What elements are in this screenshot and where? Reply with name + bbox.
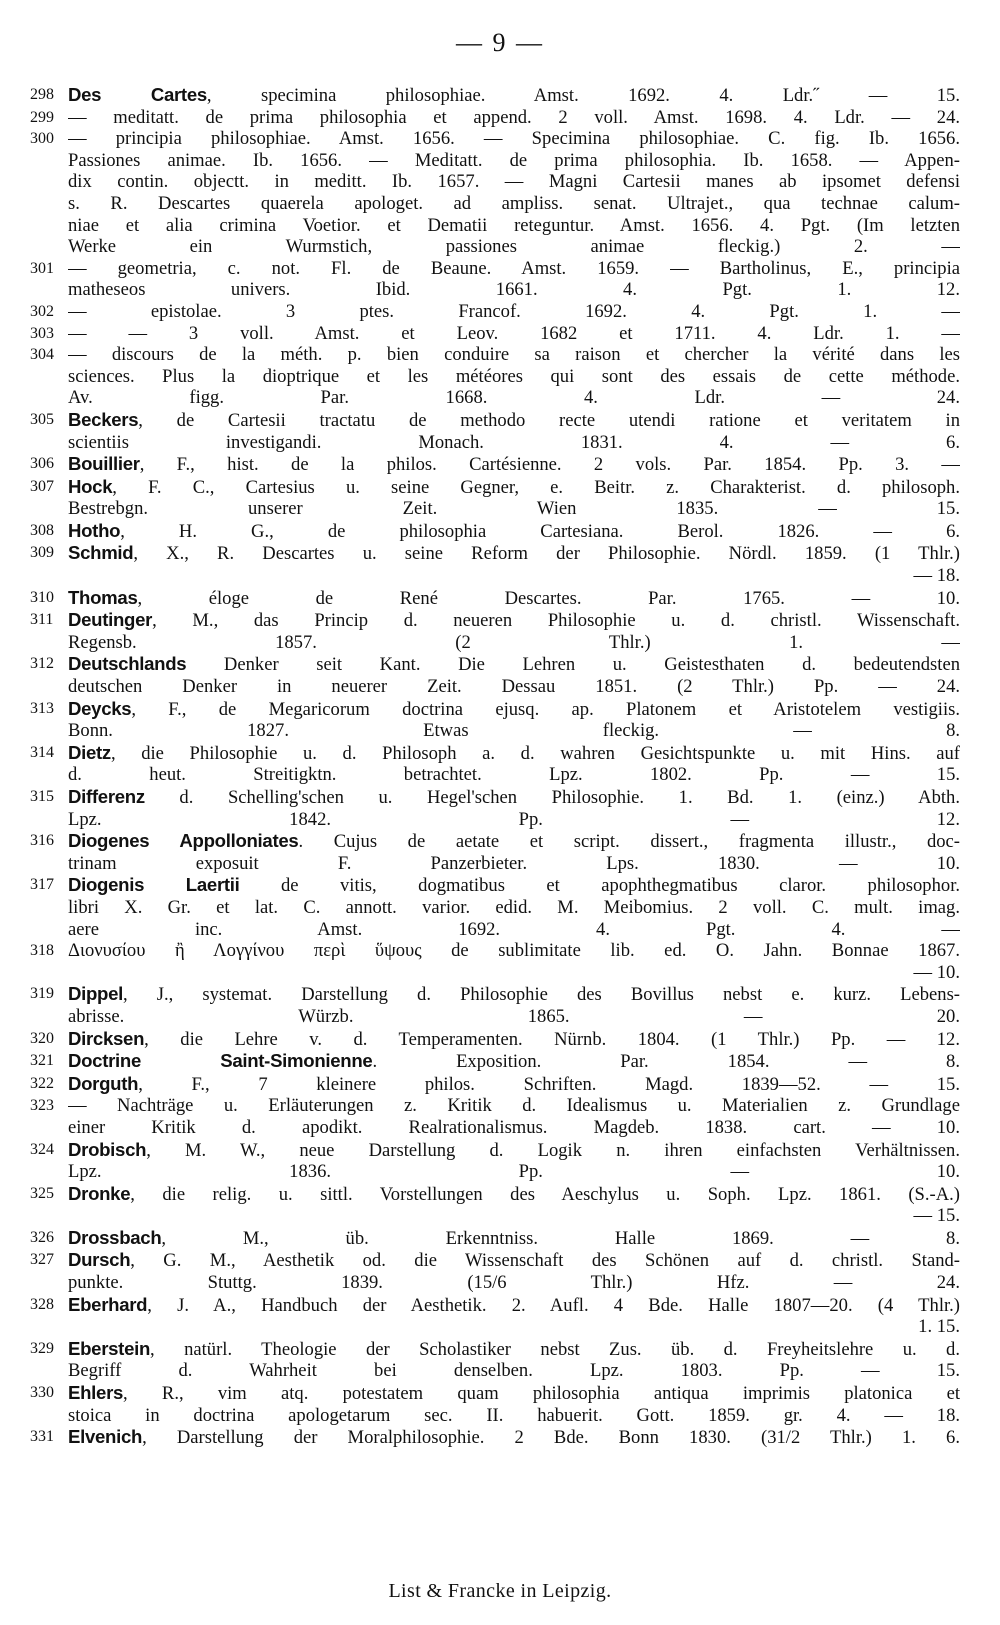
catalog-entry (30, 409, 960, 453)
entry-author: Hotho (68, 519, 121, 541)
entry-price: — 8. (793, 720, 960, 742)
entry-text: — principia philosophiae. Amst. 1656. — Specimina philosophiae. C. fig. Ib. 1656. (68, 128, 960, 150)
entry-price: — 6. (830, 431, 960, 453)
entry-text: , die relig. u. sittl. Vorstellungen des Aeschylus u. Soph. Lpz. 1861. (S.-A.) (130, 1183, 960, 1205)
entry-line (68, 1095, 960, 1117)
entry-number: 315 (30, 788, 54, 805)
catalog-entry (30, 107, 960, 129)
entry-line (68, 453, 960, 476)
entry-line (68, 1028, 960, 1051)
entry-text: , die Lehre v. d. Temperamenten. Nürnb. 1804. (1 Thlr.) Pp. (144, 1028, 856, 1050)
entry-line (68, 520, 960, 543)
entry-line (68, 1294, 960, 1317)
entry-line (68, 1338, 960, 1361)
entry-text: trinam exposuit F. Panzerbieter. Lps. 1830. (68, 852, 760, 874)
entry-author: Diogenis Laertii (68, 874, 240, 896)
entry-number: 307 (30, 477, 54, 495)
entry-text: , de Cartesii tractatu de methodo recte utendi ratione et veritatem in (138, 409, 960, 431)
entry-line (68, 1139, 960, 1162)
entry-price: — 8. (850, 1227, 960, 1249)
entry-number: 310 (30, 588, 54, 606)
entry-author: Eberhard (68, 1293, 148, 1315)
entry-price: 2. — (853, 236, 960, 258)
entry-number: 316 (30, 832, 54, 850)
entry-line (68, 609, 960, 632)
catalog-entry (30, 542, 960, 586)
entry-number: 330 (30, 1384, 54, 1402)
entry-text: — meditatt. de prima philosophia et append. 2 voll. Amst. 1698. 4. Ldr. (68, 106, 865, 128)
entry-line (68, 720, 960, 742)
entry-line (68, 1050, 960, 1073)
catalog-entry (30, 1028, 960, 1051)
entry-author: Des Cartes (68, 84, 207, 105)
entry-line (68, 897, 960, 919)
entry-text: , specimina philosophiae. Amst. 1692. 4. Ldr.˝ (206, 85, 820, 106)
entry-author: Deutinger (68, 609, 153, 631)
entry-text: . Cujus de aetate et script. dissert., fragmenta illustr., doc- (298, 831, 960, 853)
entry-price: 1. 15. (918, 1316, 960, 1338)
entry-number: 306 (30, 455, 54, 473)
entry-price: — 15. (913, 1205, 960, 1227)
entry-author: Dippel (68, 983, 124, 1005)
entry-author: Ehlers (68, 1382, 124, 1404)
entry-text: , X., R. Descartes u. seine Reform der Philosophie. Nördl. 1859. (1 Thlr.) (133, 543, 960, 565)
entry-text: deutschen Denker in neuerer Zeit. Dessau 1851. (2 Thlr.) Pp. (68, 676, 839, 698)
entry-line (68, 128, 960, 150)
entry-line (68, 632, 960, 654)
entry-text: niae et alia crimina Voetior. et Dematii reteguntur. Amst. 1656. 4. Pgt. (Im letzten (68, 214, 960, 236)
entry-number: 298 (30, 86, 54, 103)
entry-number: 308 (30, 521, 54, 539)
entry-text: stoica in doctrina apologetarum sec. II. habuerit. Gott. 1859. gr. 4. (68, 1404, 851, 1426)
entry-text: . Exposition. Par. 1854. (372, 1051, 770, 1073)
entry-text: — discours de la méth. p. bien conduire sa raison et chercher la vérité dans les (68, 344, 960, 366)
entry-line (68, 676, 960, 698)
entry-text: , M., das Princip d. neueren Philosophie u. d. christl. Wissenschaft. (152, 610, 960, 632)
entry-author: Deycks (68, 697, 132, 719)
entry-line (68, 809, 960, 831)
entry-text: Av. figg. Par. 1668. 4. Ldr. (68, 387, 725, 409)
catalog-entry (30, 520, 960, 543)
entry-price: — 24. (891, 106, 960, 128)
entry-price: 4. — (831, 918, 960, 940)
entry-price: 3. — (895, 454, 960, 476)
catalog-entry (30, 1294, 960, 1338)
entry-price: 1. — (885, 322, 960, 344)
entry-text: punkte. Stuttg. 1839. (15/6 Thlr.) Hfz. (68, 1272, 750, 1294)
entry-line (68, 919, 960, 941)
entry-number: 331 (30, 1428, 54, 1446)
entry-price: — 10. (851, 587, 960, 609)
catalog-entry (30, 653, 960, 697)
entry-number: 326 (30, 1228, 54, 1246)
entry-text: Begriff d. Wahrheit bei denselben. Lpz. 1803. Pp. (68, 1360, 804, 1382)
entry-price: — 10. (730, 1161, 960, 1183)
entry-line (68, 565, 960, 587)
entry-number: 328 (30, 1295, 54, 1313)
catalog-entry (30, 983, 960, 1027)
entry-text: — Nachträge u. Erläuterungen z. Kritik d. Idealismus u. Materialien z. Grundlage (68, 1095, 960, 1117)
entry-author: Dronke (68, 1182, 131, 1204)
entry-line (68, 698, 960, 721)
entry-line (68, 107, 960, 129)
entry-line (68, 1405, 960, 1427)
catalog-entry (30, 128, 960, 258)
entry-line (68, 84, 960, 107)
entry-line (68, 587, 960, 610)
entry-text: matheseos univers. Ibid. 1661. 4. Pgt. (68, 279, 752, 301)
entry-text: — — 3 voll. Amst. et Leov. 1682 et 1711. 4. Ldr. (68, 322, 844, 344)
entry-text: s. R. Descartes quaerela apologet. ad ampliss. senat. Ultrajet., qua technae calum- (68, 192, 960, 214)
entry-number: 313 (30, 699, 54, 717)
entry-text: dix contin. objectt. in meditt. Ib. 1657. — Magni Cartesii manes ab ipsomet defensi (68, 171, 960, 193)
catalog-entry (30, 301, 960, 323)
entry-text: Lpz. 1836. Pp. (68, 1161, 543, 1183)
entry-text: , H. G., de philosophia Cartesiana. Berol. 1826. (120, 520, 820, 542)
entry-author: Elvenich (68, 1426, 143, 1448)
entry-text: Bestrebgn. unserer Zeit. Wien 1835. (68, 498, 719, 520)
entry-number: 324 (30, 1140, 54, 1158)
entry-text: Werke ein Wurmstich, passiones animae fleckig.) (68, 236, 781, 258)
entry-line (68, 1272, 960, 1294)
entry-line (68, 653, 960, 676)
entry-price: — 10. (872, 1116, 960, 1138)
catalog-entry (30, 1338, 960, 1382)
entry-price: — 12. (730, 808, 960, 830)
catalog-entry (30, 874, 960, 940)
entry-text: , M. W., neue Darstellung d. Logik n. ihren einfachsten Verhältnissen. (146, 1139, 960, 1161)
entry-text: , F. C., Cartesius u. seine Gegner, e. Beitr. z. Charakterist. d. philosoph. (112, 476, 960, 498)
entry-price: — 15. (868, 85, 960, 106)
entry-author: Differenz (68, 786, 145, 807)
entry-text: , G. M., Aesthetik od. die Wissenschaft des Schönen auf d. christl. Stand- (130, 1250, 960, 1272)
entry-price: — 24. (878, 676, 960, 698)
catalog-entry (30, 1095, 960, 1138)
catalog-entry (30, 1382, 960, 1426)
entry-line (68, 279, 960, 301)
entry-text: scientiis investigandi. Monach. 1831. 4. (68, 431, 734, 453)
catalog-entry (30, 476, 960, 520)
entry-number: 305 (30, 410, 54, 428)
entry-line (68, 1382, 960, 1405)
entry-author: Bouillier (68, 453, 140, 475)
entry-price: — 10. (913, 961, 960, 983)
entry-text: d. heut. Streitigktn. betrachtet. Lpz. 1802. Pp. (68, 764, 784, 786)
entry-text: , R., vim atq. potestatem quam philosophia antiqua imprimis platonica et (123, 1383, 960, 1405)
entry-text: Passiones animae. Ib. 1656. — Meditatt. de prima philosophia. Ib. 1658. — Appen- (68, 149, 960, 171)
entry-line (68, 476, 960, 499)
entry-text: , J. A., Handbuch der Aesthetik. 2. Aufl. 4 Bde. Halle 1807—20. (4 Thlr.) (147, 1294, 960, 1316)
entry-author: Dursch (68, 1249, 131, 1271)
entry-number: 299 (30, 108, 54, 126)
entry-price: — 8. (848, 1051, 960, 1073)
entry-line (68, 983, 960, 1006)
entry-text: , F., 7 kleinere philos. Schriften. Magd. 1839—52. (138, 1073, 821, 1095)
entry-line (68, 940, 960, 962)
entry-line (68, 323, 960, 345)
entry-text: , F., hist. de la philos. Cartésienne. 2 vols. Par. 1854. Pp. (139, 454, 863, 476)
publisher-footer: List & Francke in Leipzig. (388, 1580, 612, 1602)
catalog-entry (30, 609, 960, 653)
entry-number: 301 (30, 259, 54, 277)
entry-line (68, 853, 960, 875)
entry-line (68, 742, 960, 765)
entry-text: Διονυσίου ἢ Λογγίνου περὶ ὕψους de sublimitate lib. ed. O. Jahn. Bonnae 1867. (68, 940, 960, 962)
entry-text: , natürl. Theologie der Scholastiker nebst Zus. üb. d. Freyheitslehre u. d. (150, 1338, 960, 1360)
catalog-entry (30, 1249, 960, 1293)
entry-line (68, 1205, 960, 1227)
entry-line (68, 1426, 960, 1449)
entry-line (68, 830, 960, 853)
catalog-entry (30, 453, 960, 476)
entry-number: 311 (30, 611, 54, 629)
catalog-list (30, 84, 960, 1449)
entry-number: 325 (30, 1184, 54, 1202)
entry-number: 304 (30, 346, 54, 364)
entry-price: — 15. (850, 764, 960, 786)
entry-text: , éloge de René Descartes. Par. 1765. (137, 587, 785, 609)
entry-text: — geometria, c. not. Fl. de Beaune. Amst. 1659. — Bartholinus, E., principia (68, 257, 960, 279)
entry-number: 329 (30, 1339, 54, 1357)
entry-line (68, 258, 960, 280)
entry-author: Hock (68, 475, 113, 497)
entry-author: Schmid (68, 542, 134, 564)
entry-number: 317 (30, 876, 54, 894)
entry-text: aere inc. Amst. 1692. 4. Pgt. (68, 918, 736, 940)
entry-line (68, 1183, 960, 1206)
catalog-entry (30, 786, 960, 830)
catalog-entry (30, 1426, 960, 1449)
entry-line (68, 1360, 960, 1382)
catalog-entry (30, 1139, 960, 1183)
entry-line (68, 1227, 960, 1250)
catalog-entry (30, 587, 960, 610)
entry-author: Drobisch (68, 1138, 147, 1160)
entry-author: Beckers (68, 408, 139, 430)
entry-text: Lpz. 1842. Pp. (68, 808, 543, 830)
entry-price: — 24. (821, 387, 960, 409)
entry-text: de vitis, dogmatibus et apophthegmatibus claror. philosophor. (239, 875, 960, 897)
entry-line (68, 171, 960, 193)
entry-price: — 15. (861, 1360, 960, 1382)
entry-line (68, 1316, 960, 1338)
entry-number: 327 (30, 1251, 54, 1269)
entry-line (68, 1249, 960, 1272)
entry-text: , Darstellung der Moralphilosophie. 2 Bde. Bonn 1830. (31/2 Thlr.) (142, 1427, 872, 1449)
entry-number: 322 (30, 1074, 54, 1092)
entry-author: Drossbach (68, 1226, 162, 1248)
entry-line (68, 193, 960, 215)
entry-line (68, 1006, 960, 1028)
entry-text: einer Kritik d. apodikt. Realrationalismus. Magdeb. 1838. cart. (68, 1116, 826, 1138)
entry-line (68, 215, 960, 237)
entry-number: 318 (30, 942, 54, 960)
catalog-entry (30, 1183, 960, 1227)
entry-line (68, 1161, 960, 1183)
catalog-entry (30, 258, 960, 301)
entry-line (68, 1073, 960, 1096)
entry-line (68, 498, 960, 520)
entry-line (68, 542, 960, 565)
entry-text: , F., de Megaricorum doctrina ejusq. ap. Platonem et Aristotelem vestigiis. (131, 698, 960, 720)
entry-text: Denker seit Kant. Die Lehren u. Geistesthaten d. bedeutendsten (186, 654, 960, 676)
catalog-entry (30, 1050, 960, 1073)
entry-price: — 15. (818, 498, 960, 520)
entry-text: Bonn. 1827. Etwas fleckig. (68, 720, 660, 742)
entry-number: 320 (30, 1029, 54, 1047)
entry-author: Dorguth (68, 1072, 139, 1094)
catalog-entry (30, 940, 960, 983)
entry-text: — epistolae. 3 ptes. Francof. 1692. 4. Pgt. (68, 300, 799, 322)
entry-price: — 6. (873, 520, 960, 542)
entry-line (68, 150, 960, 172)
entry-price: 1. — (789, 631, 960, 653)
catalog-entry (30, 698, 960, 742)
entry-price: — 24. (833, 1272, 960, 1294)
entry-line (68, 764, 960, 786)
entry-price: 1. — (863, 300, 960, 322)
entry-author: Doctrine Saint-Simonienne (68, 1050, 373, 1072)
catalog-entry (30, 742, 960, 786)
entry-author: Dietz (68, 741, 111, 763)
entry-price: 1. 12. (837, 279, 960, 301)
entry-line (68, 387, 960, 409)
entry-line (68, 1117, 960, 1139)
entry-line (68, 236, 960, 258)
entry-text: Regensb. 1857. (2 Thlr.) (68, 631, 651, 653)
entry-text: , J., systemat. Darstellung d. Philosophie des Bovillus nebst e. kurz. Lebens- (123, 984, 960, 1006)
entry-text: abrisse. Würzb. 1865. (68, 1005, 570, 1027)
entry-author: Dircksen (68, 1027, 145, 1049)
entry-price: — 10. (838, 852, 960, 874)
entry-text: libri X. Gr. et lat. C. annott. varior. edid. M. Meibomius. 2 voll. C. mult. imag. (68, 896, 960, 918)
entry-line (68, 344, 960, 366)
entry-price: — 18. (913, 565, 960, 587)
catalog-entry (30, 1227, 960, 1250)
entry-price: — 20. (743, 1005, 960, 1027)
entry-line (68, 962, 960, 984)
entry-number: 303 (30, 324, 54, 342)
entry-line (68, 432, 960, 454)
entry-author: Thomas (68, 586, 138, 608)
entry-price: — 15. (869, 1073, 960, 1095)
catalog-entry (30, 323, 960, 345)
entry-author: Deutschlands (68, 653, 187, 675)
entry-number: 323 (30, 1097, 54, 1115)
entry-number: 302 (30, 302, 54, 320)
entry-price: 1. 6. (901, 1427, 960, 1449)
entry-number: 309 (30, 544, 54, 562)
entry-line (68, 409, 960, 432)
entry-author: Diogenes Appolloniates (68, 830, 299, 852)
entry-price: — 18. (884, 1404, 960, 1426)
entry-number: 321 (30, 1052, 54, 1070)
page-number: — 9 — (456, 28, 544, 57)
catalog-entry (30, 84, 960, 107)
catalog-entry (30, 830, 960, 874)
entry-line (68, 786, 960, 809)
entry-line (68, 301, 960, 323)
entry-line (68, 366, 960, 388)
entry-text: , M., üb. Erkenntniss. Halle 1869. (161, 1227, 774, 1249)
entry-text: sciences. Plus la dioptrique et les météores qui sont des essais de cette méthode. (68, 365, 960, 387)
entry-author: Eberstein (68, 1337, 151, 1359)
entry-number: 319 (30, 985, 54, 1003)
entry-line (68, 874, 960, 897)
catalog-entry (30, 1073, 960, 1096)
entry-price: — 12. (886, 1028, 960, 1050)
catalog-entry (30, 344, 960, 409)
entry-number: 312 (30, 655, 54, 673)
entry-number: 314 (30, 743, 54, 761)
entry-number: 300 (30, 130, 54, 148)
entry-text: , die Philosophie u. d. Philosoph a. d. wahren Gesichtspunkte u. mit Hins. auf (110, 742, 960, 764)
entry-text: d. Schelling'schen u. Hegel'schen Philosophie. 1. Bd. 1. (einz.) Abth. (144, 787, 960, 808)
